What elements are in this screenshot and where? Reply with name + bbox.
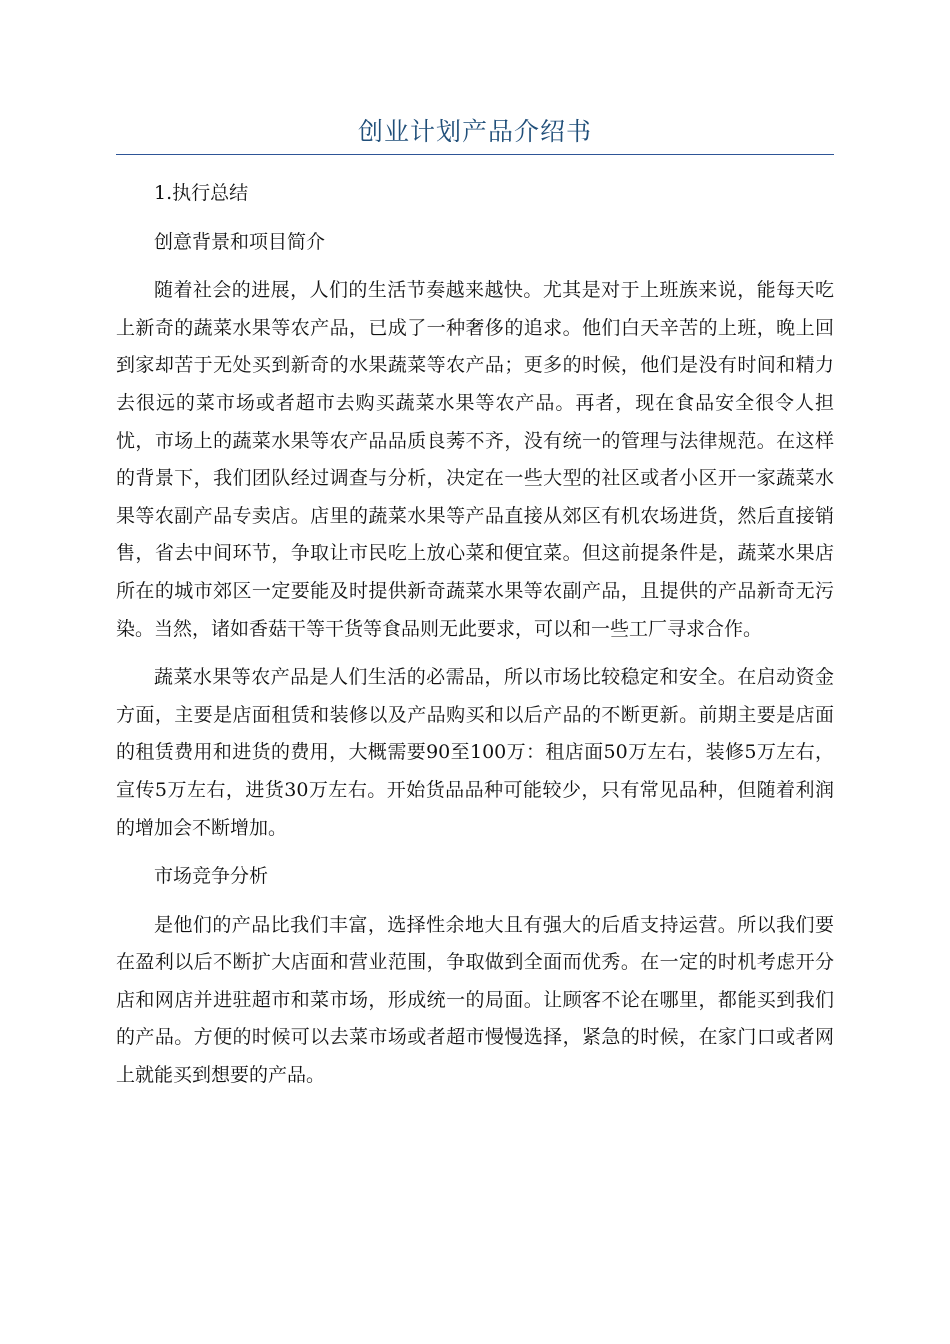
section-heading-background: 创意背景和项目简介 [154,230,326,253]
document-body [116,175,834,1095]
document-title: 创业计划产品介绍书 [357,117,592,146]
paragraph-background: 随着社会的进展，人们的生活节奏越来越快。尤其是对于上班族来说，能每天吃上新奇的蔬菜水果等农产品，已成了一种奢侈的追求。他们白天辛苦的上班，晚上回到家却苦于无处买到新奇的水果蔬菜等农产品；更多的时候，他们是没有时间和精力去很远的菜市场或者超市去购买蔬菜水果等农产品。再者，现在食品安全很令人担忧，市场上的蔬菜水果等农产品品质良莠不齐，没有统一的管理与法律规范。在这样的背景下，我们团队经过调查与分析，决定在一些大型的社区或者小区开一家蔬菜水果等农副产品专卖店。店里的蔬菜水果等产品直接从郊区有机农场进货，然后直接销售，省去中间环节，争取让市民吃上放心菜和便宜菜。但这前提条件是，蔬菜水果店所在的城市郊区一定要能及时提供新奇蔬菜水果等农副产品，且提供的产品新奇无污染。当然，诸如香菇干等干货等食品则无此要求，可以和一些工厂寻求合作。 [116,279,834,640]
paragraph-funding: 蔬菜水果等农产品是人们生活的必需品，所以市场比较稳定和安全。在启动资金方面，主要是店面租赁和装修以及产品购买和以后产品的不断更新。前期主要是店面的租赁费用和进货的费用，大概需要90至100万：租店面50万左右，装修5万左右，宣传5万左右，进货30万左右。开始货品品种可能较少，只有常见品种，但随着利润的增加会不断增加。 [116,666,834,839]
paragraph-market: 是他们的产品比我们丰富，选择性余地大且有强大的后盾支持运营。所以我们要在盈利以后不断扩大店面和营业范围，争取做到全面而优秀。在一定的时机考虑开分店和网店并进驻超市和菜市场，形成统一的局面。让顾客不论在哪里，都能买到我们的产品。方便的时候可以去菜市场或者超市慢慢选择，紧急的时候，在家门口或者网上就能买到想要的产品。 [116,913,834,1087]
title-underline [116,154,834,155]
section-heading-market: 市场竞争分析 [154,865,269,888]
section-heading-exec-summary: 1.执行总结 [154,182,249,204]
